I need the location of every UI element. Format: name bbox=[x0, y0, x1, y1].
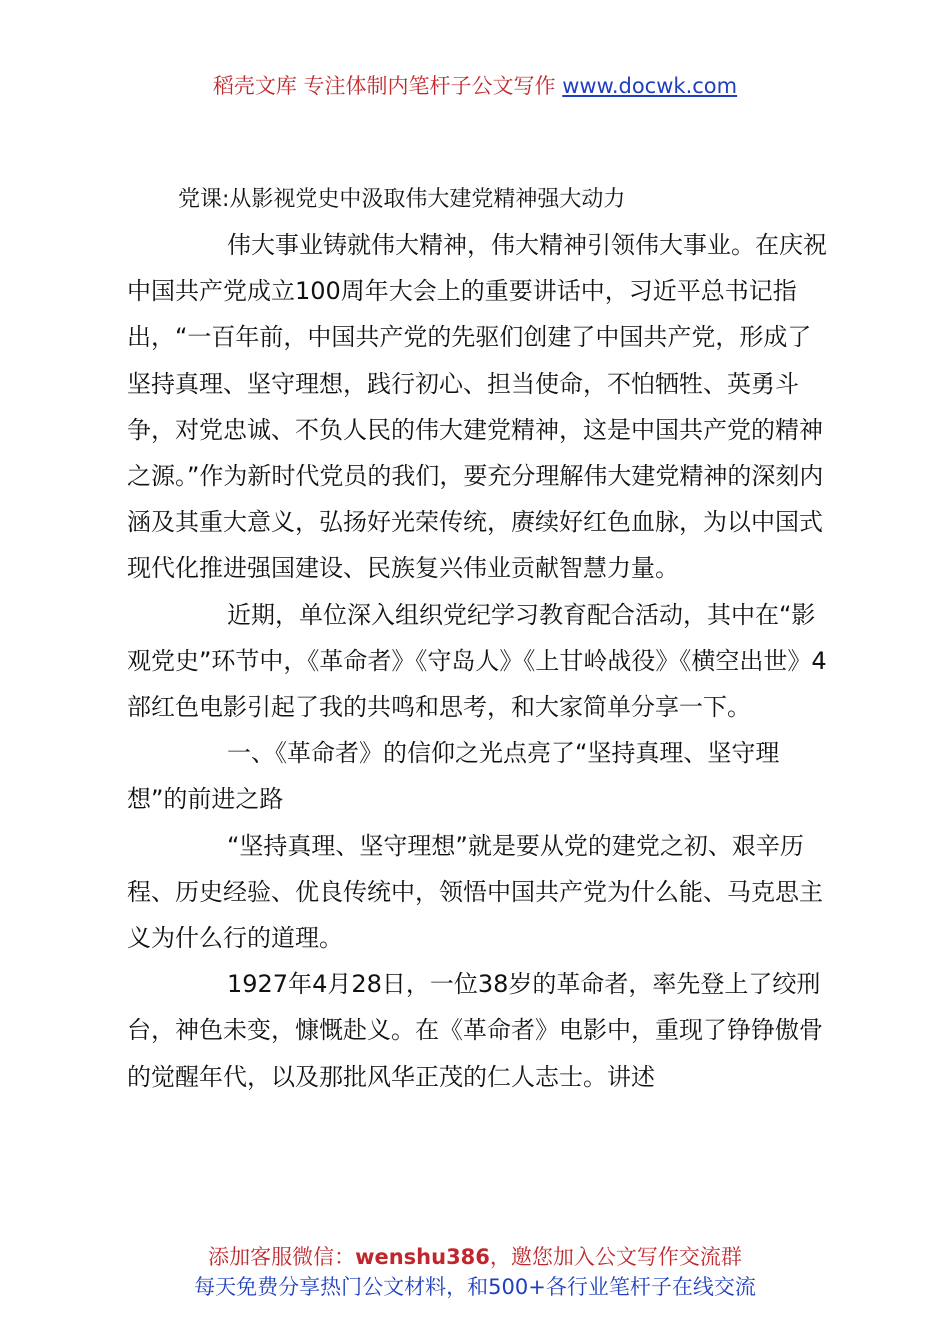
page-footer bbox=[0, 1242, 950, 1302]
header-website-link[interactable]: www.docwk.com bbox=[562, 74, 738, 98]
footer-wechat-suffix: ，邀您加入公文写作交流群 bbox=[489, 1245, 742, 1269]
paragraph-2: 近期，单位深入组织党纪学习教育配合活动，其中在“影观党史”环节中，《革命者》《守岛人》《上甘岭战役》《横空出世》4部红色电影引起了我的共鸣和思考，和大家简单分享一下。 bbox=[127, 600, 827, 722]
section-heading-1: 一、《革命者》的信仰之光点亮了“坚持真理、坚守理想”的前进之路 bbox=[127, 739, 780, 814]
document-title: 党课:从影视党史中汲取伟大建党精神强大动力 bbox=[178, 187, 626, 212]
footer-wechat-prefix: 添加客服微信： bbox=[208, 1245, 356, 1269]
page-header bbox=[0, 70, 950, 100]
header-brand-text: 稻壳文库 专注体制内笔杆子公文写作 bbox=[212, 74, 563, 98]
paragraph-3: “坚持真理、坚守理想”就是要从党的建党之初、艰辛历程、历史经验、优良传统中，领悟中国共产党为什么能、马克思主义为什么行的道理。 bbox=[127, 831, 823, 953]
document-body bbox=[127, 222, 832, 1100]
footer-wechat-id: wenshu386 bbox=[355, 1245, 490, 1269]
footer-wechat-line bbox=[0, 1242, 950, 1272]
paragraph-4: 1927年4月28日，一位38岁的革命者，率先登上了绞刑台，神色未变，慷慨赴义。在《革命者》电影中，重现了铮铮傲骨的觉醒年代，以及那批风华正茂的仁人志士。讲述 bbox=[127, 970, 823, 1091]
footer-share-line: 每天免费分享热门公文材料，和500+各行业笔杆子在线交流 bbox=[194, 1275, 756, 1299]
paragraph-1: 伟大事业铸就伟大精神，伟大精神引领伟大事业。在庆祝中国共产党成立100周年大会上的重要讲话中，习近平总书记指出，“一百年前，中国共产党的先驱们创建了中国共产党，形成了坚持真理、坚守理想，践行初心、担当使命，不怕牺牲、英勇斗争，对党忠诚、不负人民的伟大建党精神，这是中国共产党的精神之源。”作为新时代党员的我们，要充分理解伟大建党精神的深刻内涵及其重大意义，弘扬好光荣传统，赓续好红色血脉，为以中国式现代化推进强国建设、民族复兴伟业贡献智慧力量。 bbox=[127, 231, 827, 583]
